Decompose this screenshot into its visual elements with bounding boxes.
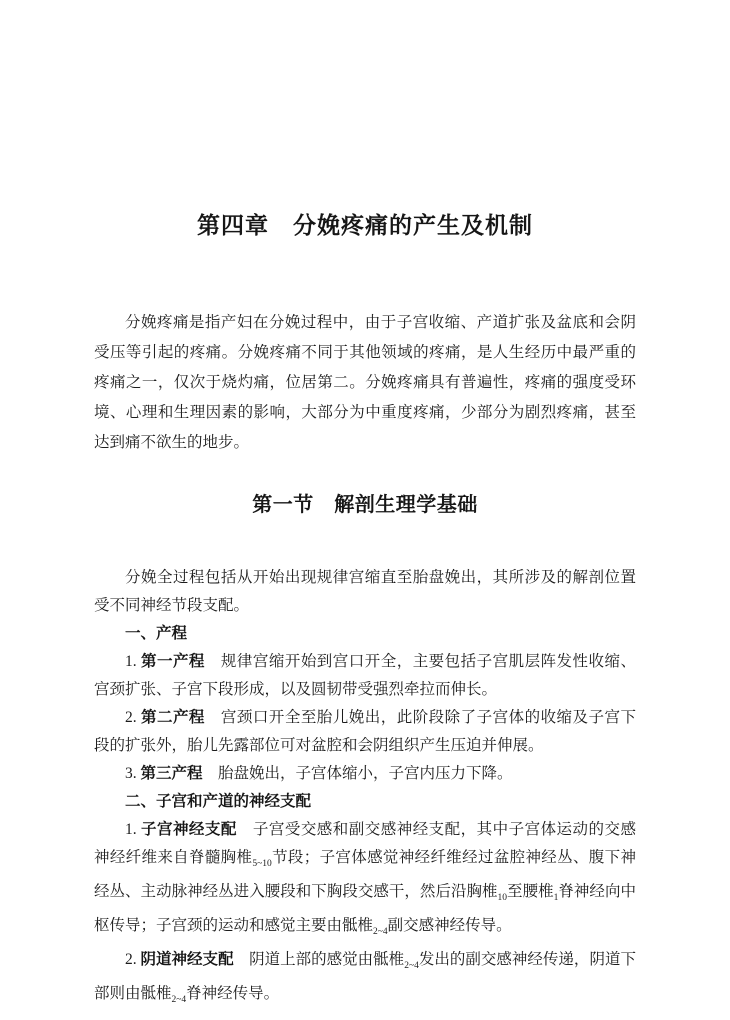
paragraph-third-stage xyxy=(94,760,636,788)
text-run: 1. xyxy=(125,653,141,670)
vertebra-subscript: 10 xyxy=(497,893,508,903)
vertebra-subscript: 5~10 xyxy=(252,859,272,869)
vertebra-subscript: 1 xyxy=(553,893,559,903)
term-bold: 第一产程 xyxy=(140,653,205,670)
paragraph-vagina-innervation xyxy=(94,946,636,1014)
text-run: 节段；子宫体感觉神经纤维经过盆腔神经丛、腹下神经丛、主动脉神经丛进入腰段和下胸段交感干，然后沿胸椎 xyxy=(94,849,636,900)
subheading-labor-stages: 一、产程 xyxy=(125,625,188,642)
term-bold: 阴道神经支配 xyxy=(140,951,234,968)
text-run: 阴道上部的感觉由骶椎 xyxy=(233,951,405,968)
text-run: 1. xyxy=(125,821,141,838)
text-run: 3. xyxy=(125,765,141,782)
term-bold: 子宫神经支配 xyxy=(140,821,237,838)
term-bold: 第二产程 xyxy=(140,709,205,726)
chapter-title: 第四章 分娩疼痛的产生及机制 xyxy=(197,212,533,238)
text-run: 脊神经传导。 xyxy=(186,985,280,1002)
text-run: 宫颈口开全至胎儿娩出，此阶段除了子宫体的收缩及子宫下段的扩张外，胎儿先露部位可对盆腔和会阴组织产生压迫并伸展。 xyxy=(94,709,636,754)
text-run: 至腰椎 xyxy=(507,883,554,900)
vertebra-subscript: 2~4 xyxy=(404,961,419,971)
text-run: 2. xyxy=(125,709,141,726)
paragraph-second-stage xyxy=(94,704,636,760)
subheading-innervation: 二、子宫和产道的神经支配 xyxy=(125,793,312,810)
term-bold: 第三产程 xyxy=(140,765,203,782)
vertebra-subscript: 2~4 xyxy=(171,995,187,1005)
intro-paragraph: 分娩疼痛是指产妇在分娩过程中，由于子宫收缩、产道扩张及盆底和会阴受压等引起的疼痛。分娩疼痛不同于其他领域的疼痛，是人生经历中最严重的疼痛之一，仅次于烧灼痛，位居第二。分娩疼痛具有普遍性，疼痛的强度受环境、心理和生理因素的影响，大部分为中重度疼痛，少部分为剧烈疼痛，甚至达到痛不欲生的地步。 xyxy=(94,314,636,451)
text-run: 2. xyxy=(125,951,141,968)
vertebra-subscript: 2~4 xyxy=(373,927,388,937)
text-run: 脊神经向中枢传导；子宫颈的运动和感觉主要由骶椎 xyxy=(94,883,636,934)
text-run: 副交感神经传导。 xyxy=(387,917,512,934)
paragraph-first-stage xyxy=(94,648,636,704)
text-run: 胎盘娩出，子宫体缩小，子宫内压力下降。 xyxy=(202,765,513,782)
paragraph-uterus-innervation xyxy=(94,816,636,946)
lead-paragraph: 分娩全过程包括从开始出现规律宫缩直至胎盘娩出，其所涉及的解剖位置受不同神经节段支配。 xyxy=(94,569,636,614)
text-run: 规律宫缩开始到宫口开全，主要包括子宫肌层阵发性收缩、宫颈扩张、子宫下段形成，以及圆韧带受强烈牵拉而伸长。 xyxy=(94,653,636,698)
text-run: 子宫受交感和副交感神经支配，其中子宫体运动的交感神经纤维来自脊髓胸椎 xyxy=(94,821,636,866)
text-run: 发出的副交感神经传递，阴道下部则由骶椎 xyxy=(94,951,636,1002)
section-title: 第一节 解剖生理学基础 xyxy=(252,494,478,516)
